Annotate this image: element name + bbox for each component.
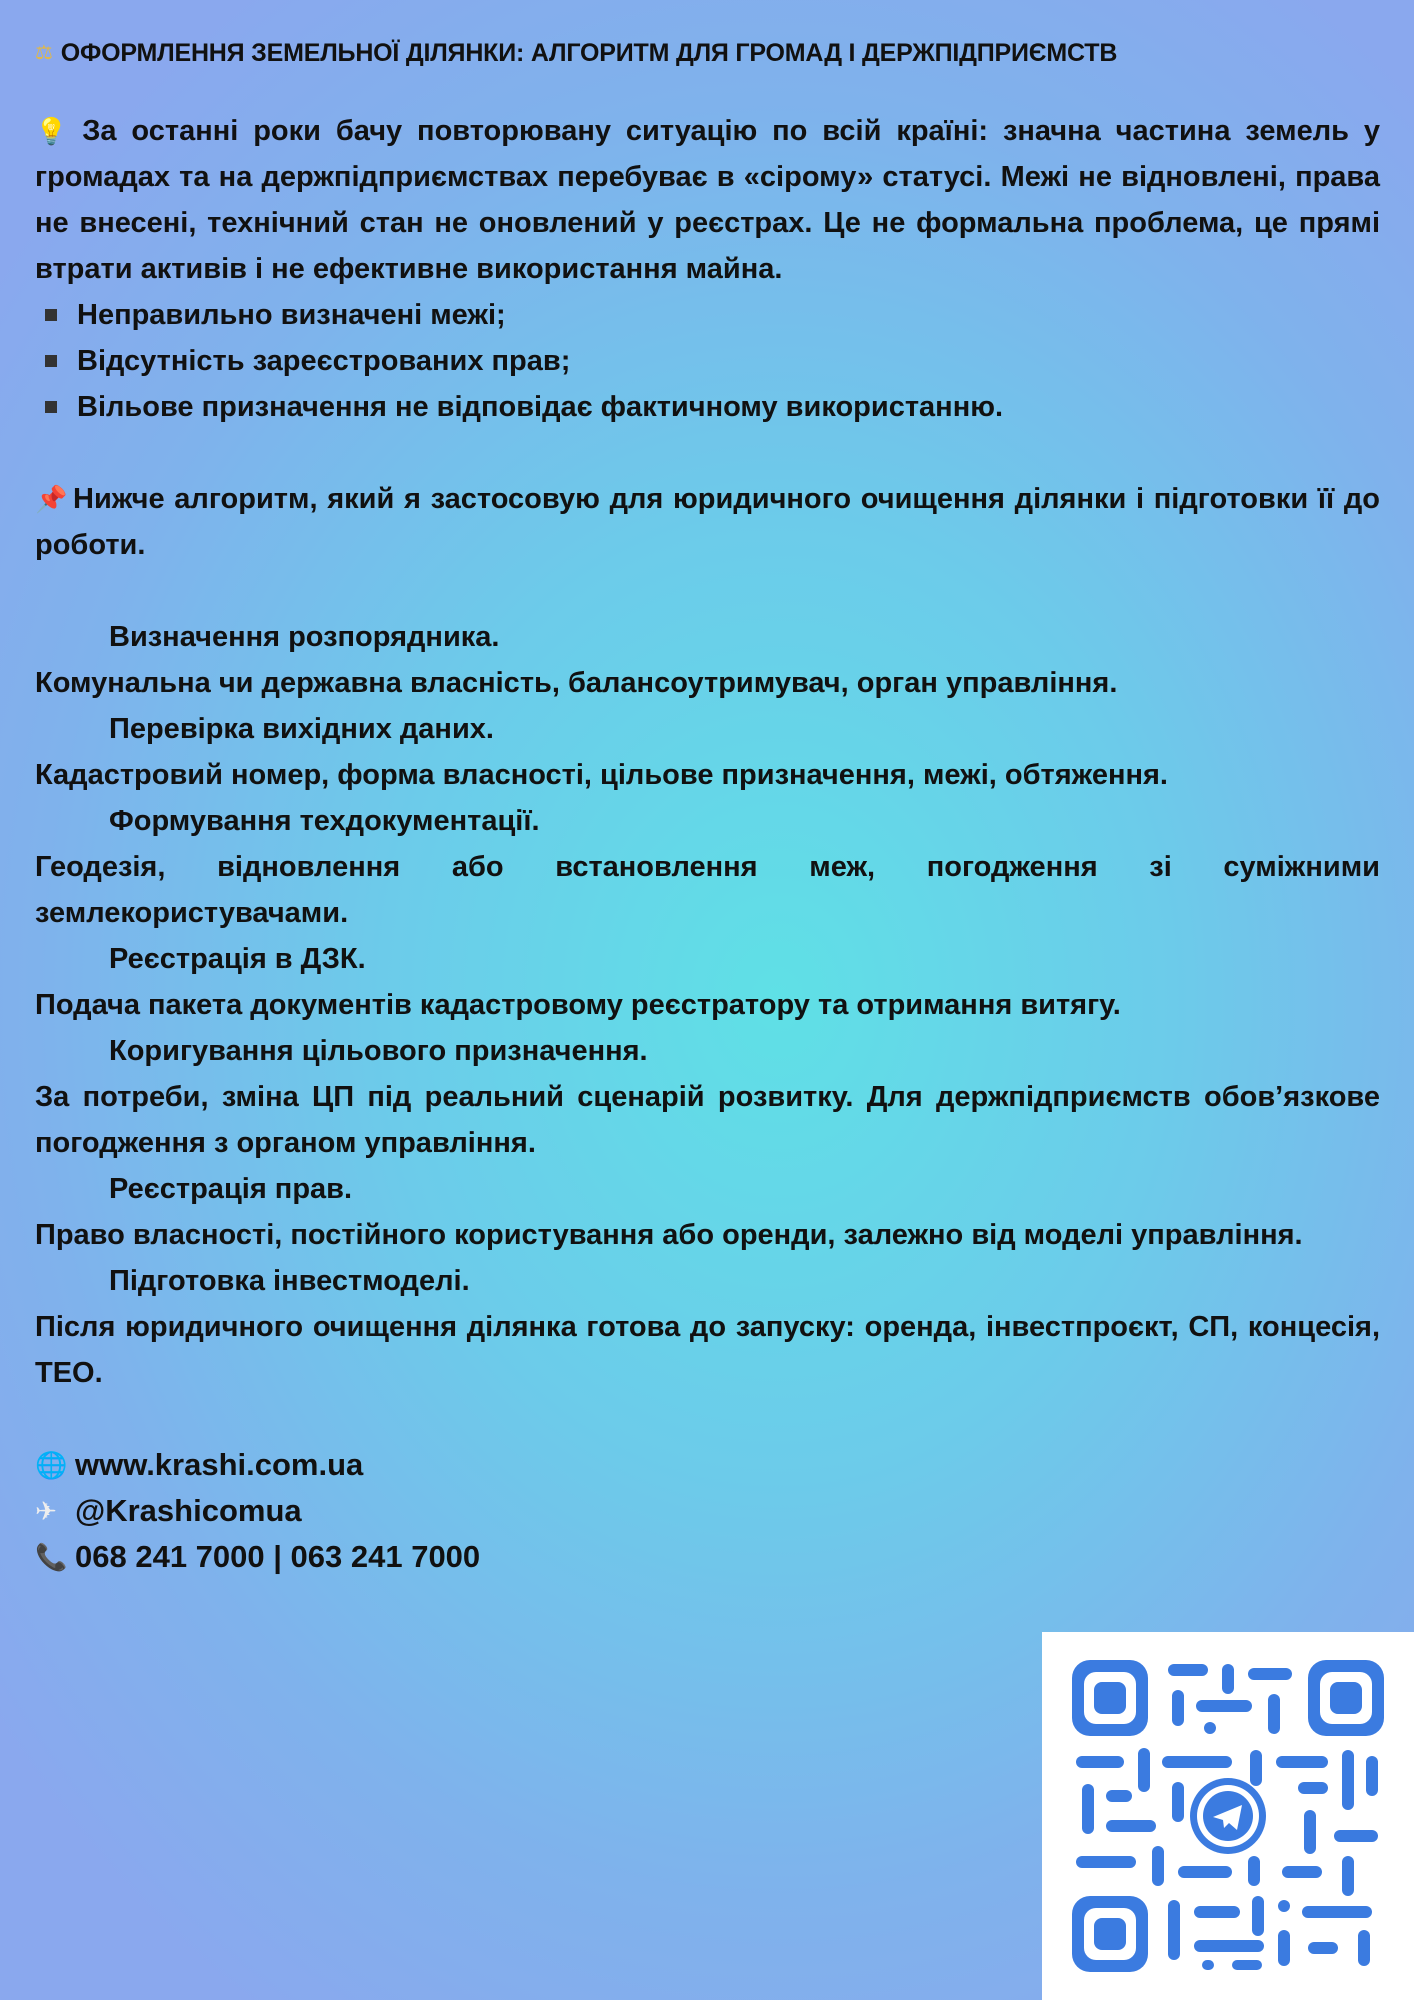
step-description: Комунальна чи державна власність, балансоутримувач, орган управління.: [35, 667, 1118, 699]
document-page: [35, 36, 1380, 1580]
globe-icon: 🌐: [35, 1450, 68, 1480]
step-description: Кадастровий номер, форма власності, цільове призначення, межі, обтяження.: [35, 759, 1168, 791]
step-title: Реєстрація прав.: [109, 1173, 353, 1205]
step-description: За потреби, зміна ЦП під реальний сценарій розвитку. Для держпідприємств обов’язкове погодження з органом управління.: [35, 1081, 1380, 1159]
step-title: Перевірка вихідних даних.: [109, 713, 494, 745]
step-title: Формування техдокументації.: [109, 805, 540, 837]
square-bullet-icon: [45, 309, 57, 321]
telegram-text[interactable]: @Krashicomua: [75, 1493, 302, 1528]
website-text[interactable]: www.krashi.com.ua: [75, 1447, 364, 1482]
algorithm-steps: [35, 614, 1380, 1396]
contacts: [35, 1442, 1380, 1580]
step-title: Коригування цільового призначення.: [109, 1035, 648, 1067]
airplane-icon: ✈: [35, 1496, 57, 1526]
list-item: Вільове призначення не відповідає фактичному використанню.: [35, 384, 1380, 430]
intro-paragraph: [35, 108, 1380, 292]
step-description: Геодезія, відновлення або встановлення меж, погодження зі суміжними землекористувачами.: [35, 851, 1380, 929]
step-title: Реєстрація в ДЗК.: [109, 943, 366, 975]
square-bullet-icon: [45, 401, 57, 413]
step-description: Право власності, постійного користування або оренди, залежно від моделі управління.: [35, 1219, 1303, 1251]
telegram-qr-code-icon: [1072, 1660, 1384, 1972]
step-description: Подача пакета документів кадастровому реєстратору та отримання витягу.: [35, 989, 1121, 1021]
step-description: Після юридичного очищення ділянка готова до запуску: оренда, інвестпроєкт, СП, концесія, ТЕО.: [35, 1311, 1380, 1389]
intro-text: За останні роки бачу повторювану ситуацію по всій країні: значна частина земель у громадах та на держпідприємствах перебуває в «сірому» статусі. Межі не відновлені, права не внесені, технічний стан не оновлений у реєстрах. Це не формальна проблема, це прямі втрати активів і не ефективне використання майна.: [35, 115, 1380, 285]
phone-numbers: [35, 1534, 1380, 1580]
square-bullet-icon: [45, 355, 57, 367]
title-text: ОФОРМЛЕННЯ ЗЕМЕЛЬНОЇ ДІЛЯНКИ: АЛГОРИТМ ДЛЯ ГРОМАД І ДЕРЖПІДПРИЄМСТВ: [60, 39, 1118, 67]
algorithm-intro-text: Нижче алгоритм, який я застосовую для юридичного очищення ділянки і підготовки її до роботи.: [35, 483, 1380, 561]
step-title: Визначення розпорядника.: [109, 621, 500, 653]
telegram-link[interactable]: [35, 1488, 1380, 1534]
step-title: Підготовка інвестмоделі.: [109, 1265, 470, 1297]
list-item: Відсутність зареєстрованих прав;: [35, 338, 1380, 384]
algorithm-intro: [35, 476, 1380, 568]
pushpin-icon: 📌: [35, 484, 70, 514]
phone-icon: 📞: [35, 1542, 68, 1572]
scales-icon: ⚖: [35, 42, 53, 64]
list-item: Неправильно визначені межі;: [35, 292, 1380, 338]
telegram-qr-code[interactable]: [1042, 1632, 1414, 2000]
document-title: [35, 36, 1380, 70]
lightbulb-icon: 💡: [35, 116, 75, 146]
website-link[interactable]: [35, 1442, 1380, 1488]
phone-text: 068 241 7000 | 063 241 7000: [75, 1539, 481, 1574]
problem-list: [35, 292, 1380, 430]
